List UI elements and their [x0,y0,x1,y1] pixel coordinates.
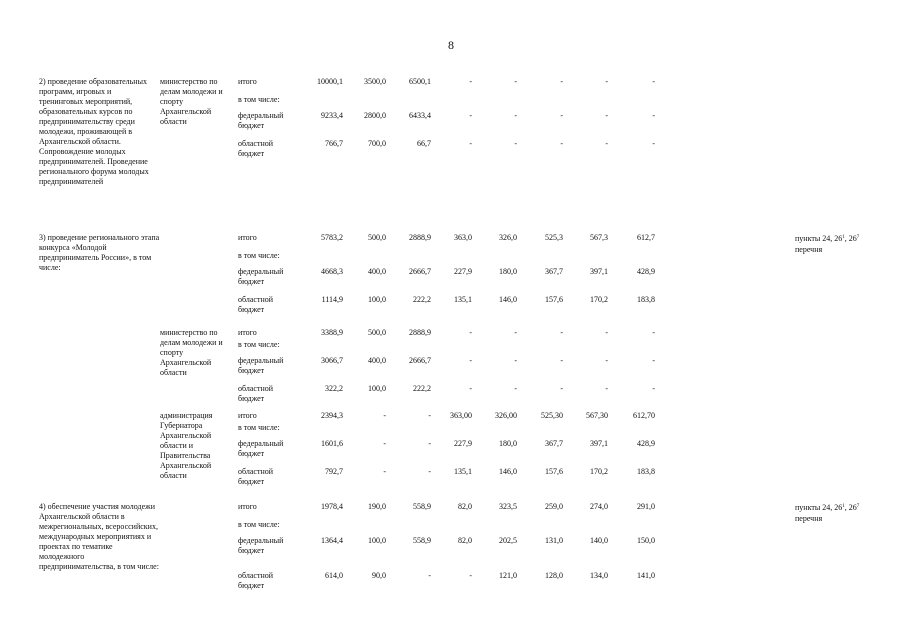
cell-value: 259,0 [545,502,563,511]
row-label: в том числе: [238,520,280,529]
cell-value: 100,0 [368,295,386,304]
cell-value: - [469,384,472,393]
row-label: областной бюджет [238,571,274,590]
cell-value: 135,1 [454,295,472,304]
cell-value: 10000,1 [317,77,343,86]
cell-value: 525,3 [545,233,563,242]
cell-value: 6433,4 [409,111,431,120]
performer: министерство по делам молодежи и спорту Архангельской области [160,77,223,126]
cell-value: 291,0 [637,502,655,511]
cell-value: 363,00 [450,411,472,420]
cell-value: - [652,111,655,120]
cell-value: - [605,111,608,120]
cell-value: 190,0 [368,502,386,511]
cell-value: - [560,356,563,365]
cell-value: 157,6 [545,467,563,476]
cell-value: - [383,439,386,448]
cell-value: - [514,384,517,393]
row-label: федеральный бюджет [238,111,284,130]
cell-value: 222,2 [413,295,431,304]
cell-value: - [652,384,655,393]
section-title: 3) проведение регионального этапа конкурса «Молодой предприниматель России», в том числе: [39,233,160,272]
cell-value: 3388,9 [321,328,343,337]
cell-value: 9233,4 [321,111,343,120]
cell-value: - [383,411,386,420]
cell-value: 1978,4 [321,502,343,511]
cell-value: 82,0 [458,536,472,545]
row-label: областной бюджет [238,467,274,486]
cell-value: - [560,384,563,393]
row-label: итого [238,233,257,242]
cell-value: 140,0 [590,536,608,545]
cell-value: 326,00 [495,411,517,420]
performer: администрация Губернатора Архангельской области и Правительства Архангельской области [160,411,213,480]
cell-value: - [514,77,517,86]
cell-value: 100,0 [368,384,386,393]
cell-value: - [469,328,472,337]
row-label: федеральный бюджет [238,356,284,375]
cell-value: 121,0 [499,571,517,580]
cell-value: 2800,0 [364,111,386,120]
cell-value: 500,0 [368,328,386,337]
cell-value: 183,8 [637,295,655,304]
cell-value: 614,0 [325,571,343,580]
cell-value: - [605,139,608,148]
cell-value: - [428,411,431,420]
cell-value: 397,1 [590,439,608,448]
cell-value: - [469,77,472,86]
cell-value: 400,0 [368,356,386,365]
cell-value: 567,30 [586,411,608,420]
cell-value: - [469,139,472,148]
cell-value: 2666,7 [409,356,431,365]
cell-value: - [560,111,563,120]
cell-value: - [560,77,563,86]
cell-value: 612,70 [633,411,655,420]
cell-value: 363,0 [454,233,472,242]
cell-value: 66,7 [417,139,431,148]
cell-value: 146,0 [499,467,517,476]
cell-value: 2888,9 [409,328,431,337]
cell-value: - [428,467,431,476]
cell-value: 367,7 [545,267,563,276]
row-label: итого [238,328,257,337]
cell-value: 400,0 [368,267,386,276]
cell-value: 4668,3 [321,267,343,276]
cell-value: - [560,328,563,337]
cell-value: - [383,467,386,476]
row-label: итого [238,411,257,420]
cell-value: 428,9 [637,439,655,448]
cell-value: - [469,356,472,365]
cell-value: 82,0 [458,502,472,511]
reference-note: пункты 24, $26^1$, $26^7$ перечня [795,503,860,523]
row-label: областной бюджет [238,384,274,403]
cell-value: 134,0 [590,571,608,580]
cell-value: - [428,439,431,448]
cell-value: 141,0 [637,571,655,580]
cell-value: - [514,139,517,148]
row-label: областной бюджет [238,295,274,314]
cell-value: 227,9 [454,267,472,276]
cell-value: 1601,6 [321,439,343,448]
row-label: итого [238,502,257,511]
row-label: в том числе: [238,95,280,104]
row-label: областной бюджет [238,139,274,158]
cell-value: 397,1 [590,267,608,276]
cell-value: - [428,571,431,580]
cell-value: 700,0 [368,139,386,148]
row-label: в том числе: [238,423,280,432]
cell-value: 322,2 [325,384,343,393]
cell-value: 567,3 [590,233,608,242]
row-label: итого [238,77,257,86]
row-label: федеральный бюджет [238,536,284,555]
cell-value: 100,0 [368,536,386,545]
performer: министерство по делам молодежи и спорту Архангельской области [160,328,223,377]
cell-value: - [652,77,655,86]
row-label: федеральный бюджет [238,439,284,458]
cell-value: 3500,0 [364,77,386,86]
cell-value: 500,0 [368,233,386,242]
row-label: в том числе: [238,251,280,260]
cell-value: 326,0 [499,233,517,242]
cell-value: 323,5 [499,502,517,511]
cell-value: 766,7 [325,139,343,148]
cell-value: 2666,7 [409,267,431,276]
cell-value: 150,0 [637,536,655,545]
cell-value: 222,2 [413,384,431,393]
cell-value: - [652,139,655,148]
section-title: 2) проведение образовательных программ, игровых и тренинговых мероприятий, образовательных курсов по предпринимательству среди молодежи, проживающей в Архангельской области. Сопровождение молодых предпринимателей. Проведение регионального форума молодых предпринимателей [39,77,149,186]
cell-value: 146,0 [499,295,517,304]
cell-value: - [652,356,655,365]
cell-value: - [514,356,517,365]
cell-value: 183,8 [637,467,655,476]
cell-value: 428,9 [637,267,655,276]
page-number: 8 [448,38,454,52]
cell-value: 157,6 [545,295,563,304]
cell-value: 6500,1 [409,77,431,86]
cell-value: - [514,111,517,120]
cell-value: - [514,328,517,337]
cell-value: 274,0 [590,502,608,511]
cell-value: 180,0 [499,267,517,276]
cell-value: 525,30 [541,411,563,420]
cell-value: - [605,356,608,365]
cell-value: 202,5 [499,536,517,545]
cell-value: - [560,139,563,148]
cell-value: 558,9 [413,536,431,545]
cell-value: 2888,9 [409,233,431,242]
row-label: в том числе: [238,340,280,349]
cell-value: - [652,328,655,337]
row-label: федеральный бюджет [238,267,284,286]
reference-note: пункты 24, $26^1$, $26^7$ перечня [795,234,860,254]
cell-value: 1114,9 [321,295,343,304]
cell-value: - [605,328,608,337]
cell-value: 170,2 [590,467,608,476]
section-title: 4) обеспечение участия молодежи Архангельской области в межрегиональных, всероссийских, международных мероприятиях и проектах по тематике молодежного предпринимательства, в том числе: [39,502,159,571]
cell-value: 128,0 [545,571,563,580]
cell-value: - [469,111,472,120]
cell-value: - [605,77,608,86]
cell-value: 558,9 [413,502,431,511]
cell-value: - [605,384,608,393]
cell-value: 367,7 [545,439,563,448]
cell-value: 3066,7 [321,356,343,365]
cell-value: 792,7 [325,467,343,476]
cell-value: 90,0 [372,571,386,580]
cell-value: 1364,4 [321,536,343,545]
cell-value: 5783,2 [321,233,343,242]
cell-value: 612,7 [637,233,655,242]
cell-value: 170,2 [590,295,608,304]
cell-value: - [469,571,472,580]
cell-value: 131,0 [545,536,563,545]
cell-value: 135,1 [454,467,472,476]
cell-value: 227,9 [454,439,472,448]
cell-value: 2394,3 [321,411,343,420]
cell-value: 180,0 [499,439,517,448]
